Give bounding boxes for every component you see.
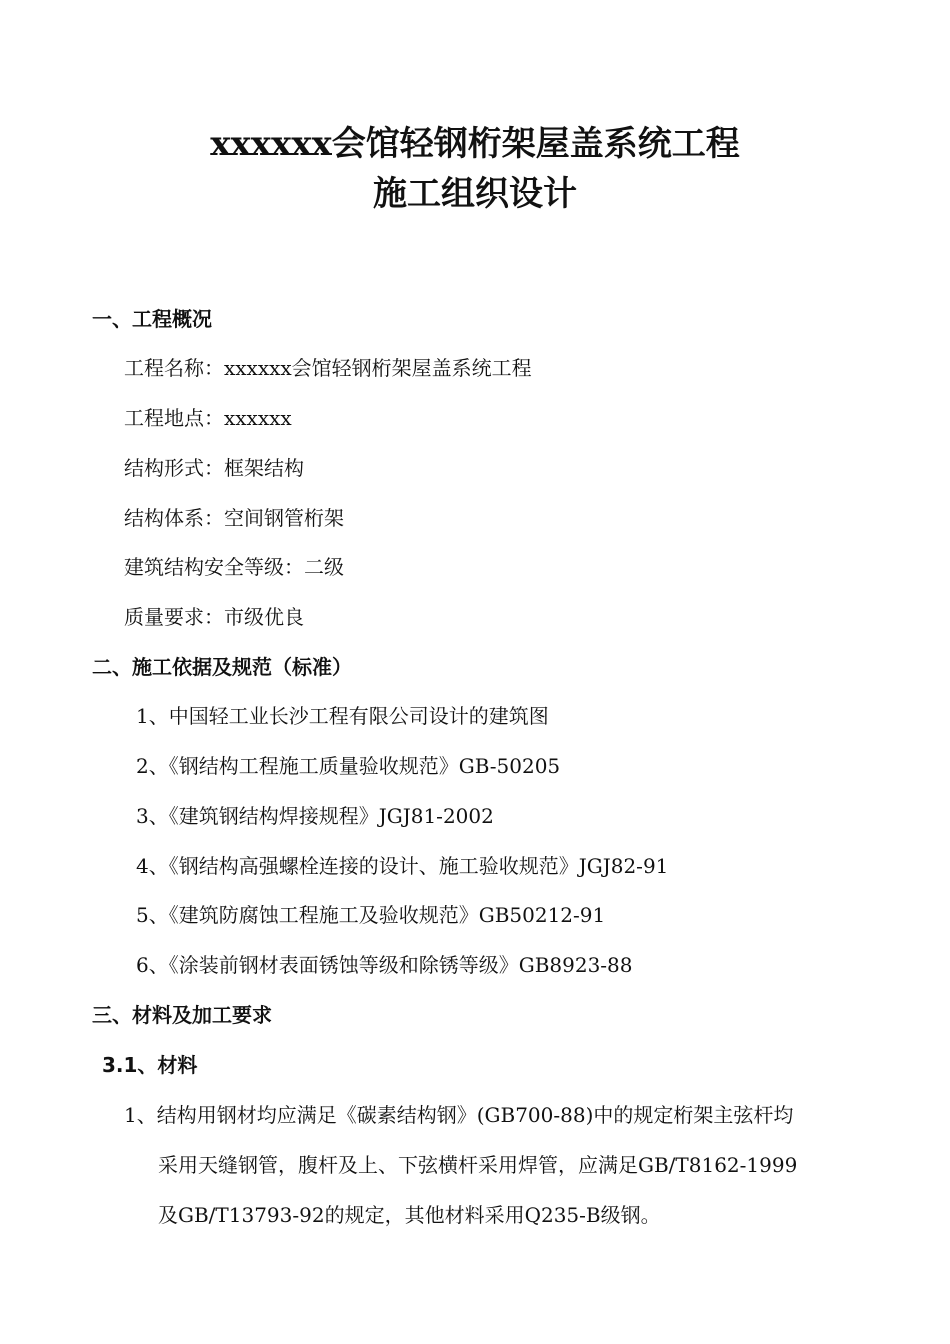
paragraph-line: 采用天缝钢管，腹杆及上、下弦横杆采用焊管，应满足GB/T8162-1999 xyxy=(158,1153,798,1177)
document-subtitle: 施工组织设计 xyxy=(373,174,577,214)
field-value: 框架结构 xyxy=(224,456,304,480)
field-structure-system xyxy=(124,505,344,531)
list-item: 4、《钢结构高强螺栓连接的设计、施工验收规范》JGJ82-91 xyxy=(136,854,669,878)
field-value: 空间钢管桁架 xyxy=(224,506,344,530)
document-title: xxxxxx会馆轻钢桁架屋盖系统工程 xyxy=(210,124,740,164)
list-item: 6、《涂装前钢材表面锈蚀等级和除锈等级》GB8923-88 xyxy=(136,953,633,977)
field-label: 工程地点： xyxy=(124,406,224,430)
paragraph-line: 及GB/T13793-92的规定，其他材料采用Q235-B级钢。 xyxy=(158,1203,661,1227)
section-heading-basis: 二、施工依据及规范（标准） xyxy=(92,655,352,679)
field-safety-grade xyxy=(124,554,344,580)
subsection-heading-materials: 3.1、材料 xyxy=(102,1053,198,1077)
field-structure-form xyxy=(124,455,304,481)
field-project-location xyxy=(124,405,292,431)
list-item: 2、《钢结构工程施工质量验收规范》GB-50205 xyxy=(136,754,561,778)
section-heading-overview: 一、工程概况 xyxy=(92,307,212,331)
paragraph-line: 1、结构用钢材均应满足《碳素结构钢》(GB700-88)中的规定桁架主弦杆均 xyxy=(124,1103,794,1127)
list-item: 3、《建筑钢结构焊接规程》JGJ81-2002 xyxy=(136,804,494,828)
field-quality-requirement xyxy=(124,604,304,630)
field-label: 结构体系： xyxy=(124,506,224,530)
field-value: xxxxxx会馆轻钢桁架屋盖系统工程 xyxy=(224,356,532,380)
field-label: 工程名称： xyxy=(124,356,224,380)
field-value: 二级 xyxy=(304,555,344,579)
field-value: xxxxxx xyxy=(224,406,292,430)
list-item: 5、《建筑防腐蚀工程施工及验收规范》GB50212-91 xyxy=(136,903,606,927)
field-label: 建筑结构安全等级： xyxy=(124,555,304,579)
field-project-name xyxy=(124,355,532,381)
field-value: 市级优良 xyxy=(224,605,304,629)
section-heading-materials: 三、材料及加工要求 xyxy=(92,1003,272,1027)
list-item: 1、中国轻工业长沙工程有限公司设计的建筑图 xyxy=(136,704,549,728)
field-label: 质量要求： xyxy=(124,605,224,629)
field-label: 结构形式： xyxy=(124,456,224,480)
